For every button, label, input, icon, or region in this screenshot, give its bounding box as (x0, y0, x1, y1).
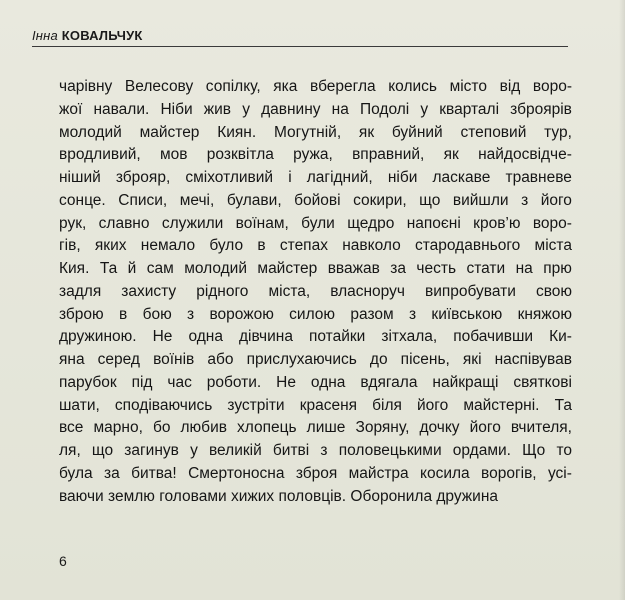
word: дружиною. (59, 328, 137, 346)
word: в (257, 237, 266, 255)
word: Не (276, 373, 296, 391)
word: бо (152, 419, 171, 437)
word: його (417, 396, 449, 414)
word: немало (140, 237, 196, 255)
word: косила (420, 464, 470, 482)
word: як (443, 146, 459, 164)
text-line (59, 440, 572, 463)
word: сподіваючись (114, 396, 213, 414)
word: кварталі (439, 100, 500, 118)
word: у (242, 100, 250, 118)
text-line (59, 144, 572, 167)
word: за (390, 260, 406, 277)
word: марно, (93, 419, 143, 437)
word: майстра (348, 464, 409, 482)
word: Не (152, 328, 173, 346)
word: сам (146, 260, 174, 277)
word: колись (388, 78, 437, 95)
word: ордами. (452, 442, 511, 459)
word: Смертоносна (188, 464, 285, 482)
word: Киян. (217, 123, 257, 141)
word: Що (522, 442, 546, 459)
word: яка (273, 78, 298, 95)
word: битва! (131, 464, 177, 482)
author-last-name: КОВАЛЬЧУК (61, 28, 143, 43)
word: Оборонила (350, 487, 433, 505)
word: головами (159, 487, 227, 505)
word: жої (59, 100, 83, 118)
word: які (462, 351, 482, 368)
word: під (131, 373, 153, 391)
word: рідного (196, 282, 249, 300)
word: лише (306, 419, 346, 437)
word: зброяр, (115, 169, 171, 186)
word: з (408, 305, 417, 323)
word: Велесову (124, 78, 194, 95)
word: великій (208, 442, 262, 459)
word: що (419, 191, 441, 209)
word: кров’ю (473, 214, 521, 232)
word: майстер (139, 123, 200, 141)
word: воро- (532, 214, 572, 232)
word: роботи. (206, 373, 262, 391)
word: за (103, 464, 120, 482)
word: хлопець (237, 419, 297, 437)
word: дружина (436, 487, 499, 505)
word: щедро (347, 214, 395, 232)
word: місто (449, 78, 487, 95)
word: Подолі (359, 100, 410, 118)
word: степах (279, 237, 328, 255)
word: степовий (460, 123, 527, 141)
word: наспівував (494, 351, 572, 368)
word: воїнам, (235, 214, 289, 232)
word: яна (59, 351, 85, 368)
word: вберегла (310, 78, 376, 95)
word: на (331, 100, 349, 118)
word: до (369, 351, 388, 368)
word: прислухаючись (246, 351, 357, 368)
word: власноруч (330, 282, 405, 300)
text-line (59, 76, 572, 99)
word: все (59, 419, 84, 437)
word: ніби (387, 169, 418, 186)
word: Та (99, 260, 118, 277)
word: силою (289, 305, 336, 323)
word: ля, (59, 442, 81, 459)
word: вчителя, (510, 419, 572, 437)
word: молодий (184, 260, 247, 277)
word: чарівну (59, 78, 113, 95)
word: жив (203, 100, 232, 118)
word: прю (543, 260, 572, 277)
word: то (556, 442, 572, 459)
text-line (59, 281, 572, 304)
word: половців. (278, 487, 347, 505)
word: пісень, (400, 351, 450, 368)
text-line (59, 304, 572, 327)
word: з (187, 305, 195, 323)
page-number: 6 (59, 553, 67, 569)
word: Ки- (549, 328, 572, 346)
word: серед (97, 351, 140, 368)
word: сміхотливий (185, 169, 274, 186)
word: й (127, 260, 137, 277)
word: побачивши (453, 328, 534, 346)
word: його (469, 419, 501, 437)
word: Кия. (59, 260, 90, 277)
word: ворогів, (481, 464, 537, 482)
word: дочку (419, 419, 460, 437)
body-text (59, 76, 572, 508)
word: захисту (121, 282, 177, 300)
word: лагідний, (306, 169, 373, 186)
text-line (59, 395, 572, 418)
word: рук, (59, 214, 87, 232)
word: разом (350, 305, 394, 323)
word: землю (108, 487, 155, 505)
text-line (59, 258, 572, 281)
word: що (91, 442, 114, 459)
word: свою (535, 282, 572, 300)
word: гів, (59, 237, 81, 255)
word: найдосвідче- (478, 146, 572, 164)
text-line (59, 122, 572, 145)
text-line (59, 213, 572, 236)
word: час (167, 373, 192, 391)
word: розквітла (206, 146, 274, 164)
word: яких (94, 237, 127, 255)
text-line (59, 349, 572, 372)
text-line (59, 190, 572, 213)
word: княжою (517, 305, 572, 323)
word: булави, (226, 191, 282, 209)
word: з (521, 191, 529, 209)
word: вийшли (452, 191, 509, 209)
word: любив (180, 419, 227, 437)
word: воро- (532, 78, 572, 95)
text-line (59, 326, 572, 349)
word: Ніби (160, 100, 193, 118)
word: Та (554, 396, 572, 414)
word: була (59, 464, 93, 482)
word: в (119, 305, 128, 323)
word: або (207, 351, 234, 368)
word: Зоряну, (355, 419, 410, 437)
word: київською (431, 305, 503, 323)
word: вдягала (360, 373, 418, 391)
word: ружа, (293, 146, 333, 164)
word: служили (161, 214, 224, 232)
word: буйний (391, 123, 443, 141)
word: стародавнього (414, 237, 521, 255)
word: молодий (59, 123, 122, 141)
word: вважав (327, 260, 380, 277)
text-line (59, 99, 572, 122)
word: майстерні. (463, 396, 540, 414)
word: як (358, 123, 375, 141)
text-line (59, 486, 572, 509)
word: напоєні (406, 214, 461, 232)
word: у (190, 442, 198, 459)
word: сопілку, (205, 78, 261, 95)
word: давнину (261, 100, 321, 118)
word: зустріти (227, 396, 285, 414)
word: славно (98, 214, 150, 232)
word: від (499, 78, 521, 95)
word: і (288, 169, 292, 186)
word: навали. (93, 100, 150, 118)
word: майстер (257, 260, 318, 277)
word: задля (59, 282, 102, 300)
word: були (301, 214, 335, 232)
word: зітхала, (381, 328, 438, 346)
word: найкращі (432, 373, 499, 391)
text-line (59, 372, 572, 395)
word: загинув (124, 442, 179, 459)
word: травневе (505, 169, 572, 186)
word: честь (416, 260, 457, 277)
word: святкові (513, 373, 572, 391)
word: шати, (59, 396, 100, 414)
word: парубок (59, 373, 117, 391)
word: міста (534, 237, 572, 255)
running-header (32, 28, 143, 43)
word: стати (466, 260, 506, 277)
text-line (59, 167, 572, 190)
word: зброю (59, 305, 104, 323)
word: вправний, (352, 146, 425, 164)
word: усі- (547, 464, 572, 482)
word: ворожою (209, 305, 274, 323)
word: Могутній, (273, 123, 342, 141)
word: хижих (230, 487, 275, 505)
word: бойові (294, 191, 341, 209)
word: красеня (299, 396, 358, 414)
author-first-name: Інна (32, 28, 58, 43)
word: ніший (59, 169, 101, 186)
word: його (540, 191, 572, 209)
word: Списи, (118, 191, 168, 209)
word: міста, (268, 282, 311, 300)
word: битві (272, 442, 310, 459)
word: мечі, (179, 191, 215, 209)
word: ваючи (59, 487, 104, 505)
word: половецькими (338, 442, 442, 459)
word: тур, (544, 123, 572, 141)
word: зброя (295, 464, 338, 482)
word: дівчина (239, 328, 293, 346)
page-edge-shadow (619, 0, 625, 600)
word: зброярів (510, 100, 572, 118)
word: на (515, 260, 533, 277)
word: одна (188, 328, 223, 346)
word: воїнів (153, 351, 195, 368)
word: одна (310, 373, 346, 391)
word: ласкаве (432, 169, 491, 186)
text-line (59, 417, 572, 440)
word: навколо (342, 237, 401, 255)
text-line (59, 235, 572, 258)
word: у (420, 100, 429, 118)
word: мов (160, 146, 188, 164)
text-line (59, 463, 572, 486)
word: сокири, (353, 191, 407, 209)
word: потайки (308, 328, 366, 346)
word: вродливий, (59, 146, 141, 164)
word: з (320, 442, 328, 459)
word: бою (142, 305, 172, 323)
word: було (209, 237, 244, 255)
word: випробувати (424, 282, 516, 300)
word: сонце. (59, 191, 106, 209)
word: біля (372, 396, 402, 414)
header-rule (32, 46, 568, 47)
